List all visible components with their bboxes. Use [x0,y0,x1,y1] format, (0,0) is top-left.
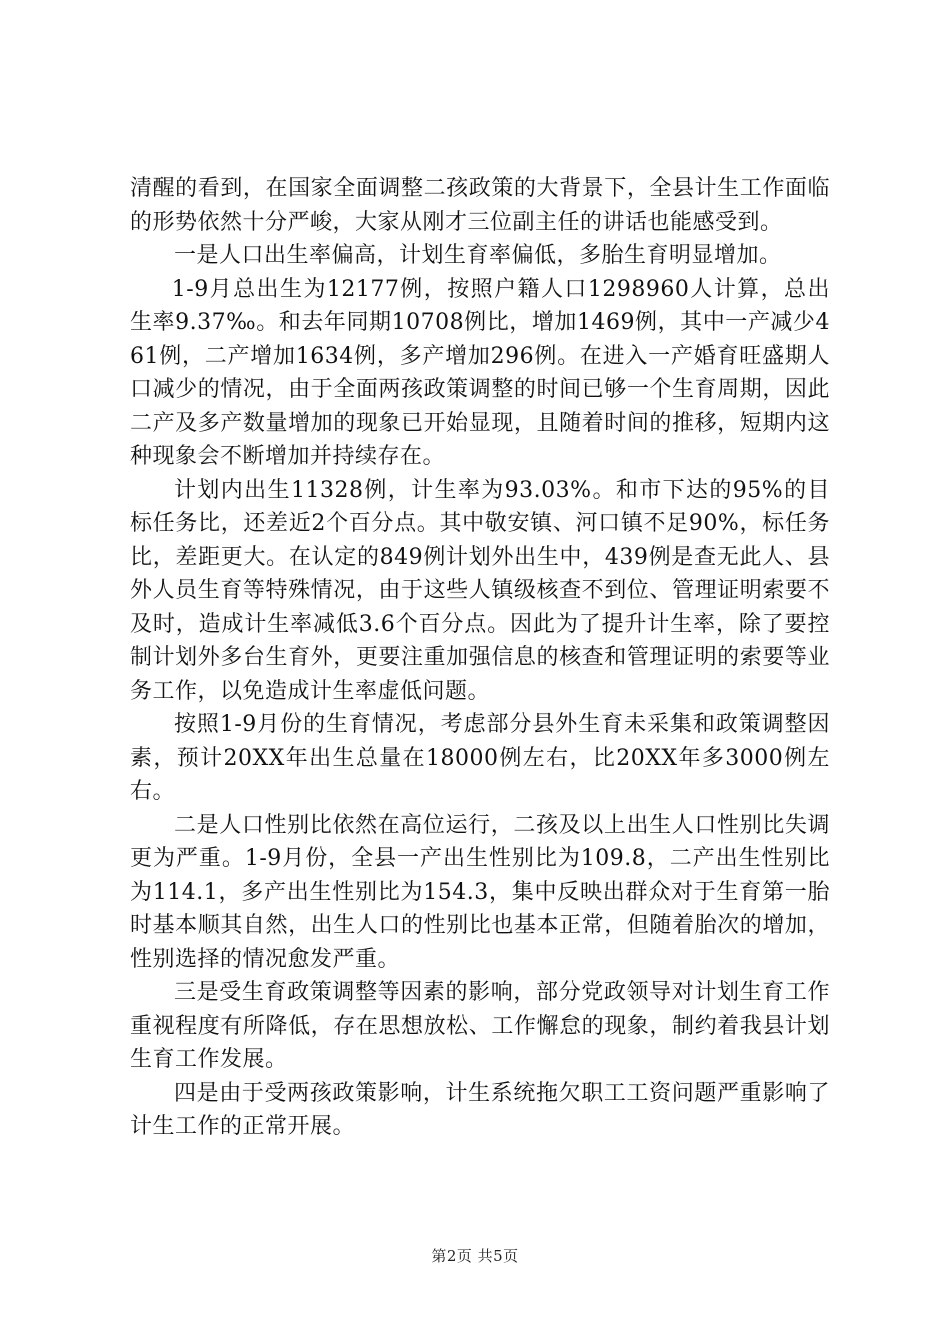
document-body [130,172,830,1144]
paragraph: 1-9月总出生为12177例，按照户籍人口1298960人计算，总出生率9.37‰。和去年同期10708例比，增加1469例，其中一产减少461例，二产增加1634例，多产增加296例。在进入一产婚育旺盛期人口减少的情况，由于全面两孩政策调整的时间已够一个生育周期，因此二产及多产数量增加的现象已开始显现，且随着时间的推移，短期内这种现象会不断增加并持续存在。 [130,276,830,469]
paragraph: 二是人口性别比依然在高位运行，二孩及以上出生人口性别比失调更为严重。1-9月份，全县一产出生性别比为109.8，二产出生性别比为114.1，多产出生性别比为154.3，集中反映出群众对于生育第一胎时基本顺其自然，出生人口的性别比也基本正常，但随着胎次的增加，性别选择的情况愈发严重。 [130,812,830,972]
page-footer: 第2页 共5页 [431,1247,519,1265]
paragraph: 按照1-9月份的生育情况，考虑部分县外生育未采集和政策调整因素，预计20XX年出生总量在18000例左右，比20XX年多3000例左右。 [130,712,830,804]
paragraph: 清醒的看到，在国家全面调整二孩政策的大背景下，全县计生工作面临的形势依然十分严峻，大家从刚才三位副主任的讲话也能感受到。 [130,176,830,235]
paragraph: 一是人口出生率偏高，计划生育率偏低，多胎生育明显增加。 [174,243,782,268]
paragraph: 计划内出生11328例，计生率为93.03%。和市下达的95%的目标任务比，还差近2个百分点。其中敬安镇、河口镇不足90%，标任务比，差距更大。在认定的849例计划外出生中，439例是查无此人、县外人员生育等特殊情况，由于这些人镇级核查不到位、管理证明索要不及时，造成计生率减低3.6个百分点。因此为了提升计生率，除了要控制计划外多台生育外，更要注重加强信息的核查和管理证明的索要等业务工作，以免造成计生率虚低问题。 [130,477,830,704]
paragraph: 三是受生育政策调整等因素的影响，部分党政领导对计划生育工作重视程度有所降低，存在思想放松、工作懈怠的现象，制约着我县计划生育工作发展。 [130,980,830,1072]
paragraph: 四是由于受两孩政策影响，计生系统拖欠职工工资问题严重影响了计生工作的正常开展。 [130,1080,830,1139]
